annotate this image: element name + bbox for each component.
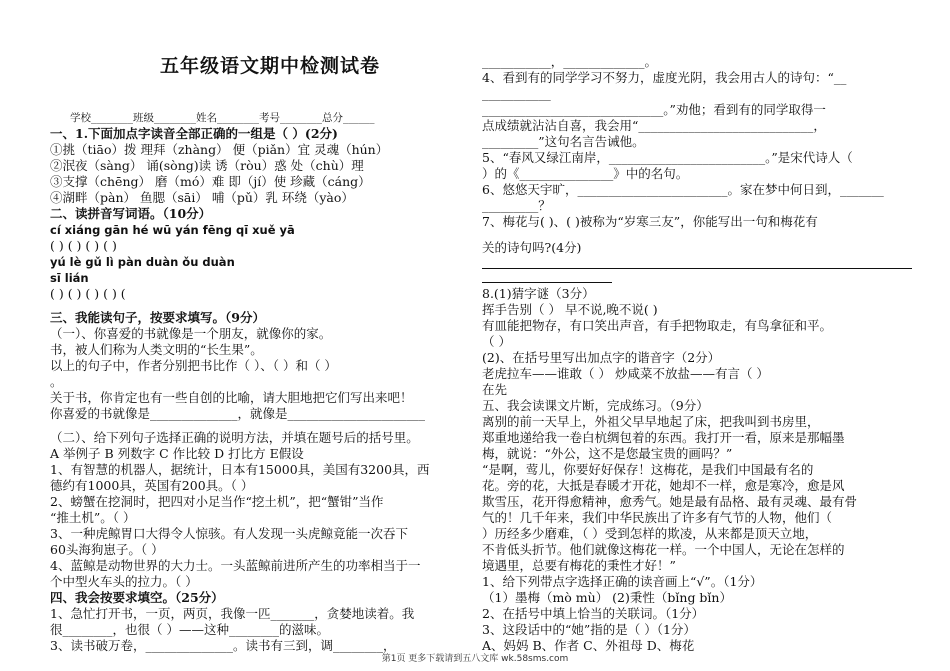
part-2-heading: （二）、给下列句子选择正确的说明方法，并填在题号后的括号里。 [50,430,419,445]
fill-q4-cont-2: 点成绩就沾沾自喜，我会用“____________________________， [482,118,826,133]
section-4-heading: 四、我会按要求填空。（25分） [50,590,224,605]
part-1-question-end: 。 [50,374,63,389]
answer-line-1 [482,268,912,269]
fill-q1-cont: 很________，也很（ ）——这种________的滋味。 [50,622,329,637]
passage-line-9: 不肯低头折节。他们就像这梅花一样。一个中国人，无论在怎样的 [482,542,845,557]
answer-brackets-row-1: ( ) ( ) ( ) ( ) [50,238,117,253]
fill-q4-cont: _____________________________。”劝他；看到有的同学取得一 [482,102,826,117]
method-q1: 1、有智慧的机器人，据统计，日本有15000具，美国有3200具，西 [50,462,430,477]
method-q3-cont: 60头海狗崽子。（ ） [50,542,164,557]
section-3-heading: 三、我能读句子，按要求填写。（9分） [50,310,265,325]
page-footer: 第1页 更多下载请到五八文库 wk.58sms.com [381,654,569,664]
fill-q5-cont: ）的《_______________》中的名句。 [482,166,689,181]
homophone-row: 老虎拉车——谁敢（ ） 炒咸菜不放盐——有言（ ） [482,366,769,381]
riddle-row-2-answer: （ ） [482,334,511,349]
section-5-heading: 五、我会读课文片断，完成练习。（9分） [482,398,709,413]
part-1-prompt: 关于书，你肯定也有一些自创的比喻，请大胆地把它们写出来吧！ [50,390,413,405]
method-q4-cont: 个中型火车头的拉力。（ ） [50,574,198,589]
method-q2-cont: “推土机”。（ ） [50,510,136,525]
answer-brackets-row-2: ( ) ( ) ( ) ( ) ( [50,286,126,301]
reading-q3: 3、这段话中的“她”指的是（ ）（1分） [482,622,696,637]
part-1-sentence: （一）、你喜爱的书就像是一个朋友，就像你的家。 [50,326,332,341]
q1-option-3: ③支撑（chēng） 磨（mó）难 即（jí）使 珍藏（cáng） [50,174,371,189]
pinyin-row-2: yú lè gǔ lì pàn duàn ǒu duàn [50,255,235,269]
reading-q3-options: A、妈妈 B、作者 C、外祖母 D、梅花 [482,638,695,653]
fill-q4-cont-3: _________”这句名言告诫他。 [482,134,645,149]
reading-q1: 1、给下列带点字选择正确的读音画上“√”。（1分） [482,574,763,589]
passage-line-4: “是啊，莺儿，你要好好保存！这梅花，是我们中国最有名的 [482,462,814,477]
reading-q2: 2、在括号中填上恰当的关联词。（1分） [482,606,705,621]
passage-line-6: 欺雪压，花开得愈精神，愈秀气。她是最有品格、最有灵魂、最有骨 [482,494,858,509]
fill-q3-cont: ___________，_____________。 [482,54,658,69]
homophone-heading: (2)、在括号里写出加点字的谐音字（2分） [482,350,721,365]
passage-line-2: 郑重地递给我一卷白杭绸包着的东西。我打开一看，原来是那幅墨 [482,430,845,445]
q1-option-4: ④湖畔（pàn） 鱼腮（sāi） 哺（pǔ）乳 环绕（yào） [50,190,354,205]
pinyin-row-2-wrap: sī lián [50,271,89,285]
fill-q4-line: ___________ [482,86,551,101]
section-1-heading: 一、1.下面加点字读音全部正确的一组是（ ）(2分) [50,126,338,141]
method-q4: 4、蓝鲸是动物世界的大力士。一头蓝鲸前进所产生的功率相当于一 [50,558,421,573]
pinyin-row-1: cí xiáng gān hé wū yán fēng qī xuě yā [50,223,295,237]
passage-line-5: 花。旁的花，大抵是春暖才开花，她却不一样，愈是寒冷，愈是风 [482,478,845,493]
q1-option-2: ②泯夜（sàng） 诵(sòng)读 诱（ròu）惑 处（chù）理 [50,158,364,173]
fill-q6-cont: _________？ [482,198,551,213]
riddle-heading: 8.(1)猜字谜（3分） [482,286,595,301]
fill-q5: 5、“春风又绿江南岸，_________________________。”是宋代诗人（ [482,150,853,165]
passage-line-8: ）历经多少磨难，（ ）受到怎样的欺凌，从来都是顶天立地， [482,526,818,541]
reading-q1-options: （1）墨梅（mò mù） (2)秉性（bǐng bǐn） [482,590,732,605]
answer-line-2 [482,282,612,283]
page-title: 五年级语文期中检测试卷 [160,55,381,77]
passage-line-10: 境遇里，总要有梅花的秉性才好！” [482,558,676,573]
method-q1-cont: 德约有1000具，英国有200具。（ ） [50,478,254,493]
fill-q6: 6、悠悠天宇旷，________________________。家在梦中何日到，_______ [482,182,884,197]
part-1-sentence-2: 书，被人们称为人类文明的“长生果”。 [50,342,263,357]
fill-q3: 3、读书破万卷，______________。读书有三到，调________， [50,638,396,653]
method-options: A 举例子 B 列数字 C 作比较 D 打比方 E假设 [50,446,304,461]
riddle-row-1: 挥手告别（ ） 早不说,晚不说( ) [482,302,658,317]
fill-q1: 1、急忙打开书，一页，两页，我像一匹_______，贪婪地读着。我 [50,606,415,621]
q1-option-1: ①挑（tiāo）拨 理拜（zhàng） 便（piǎn）宜 灵魂（hún） [50,142,389,157]
passage-line-3: 梅，就说：“外公，这不是您最宝贵的画吗？” [482,446,733,461]
fill-q7: 7、梅花与( )、( )被称为“岁寒三友”，你能写出一句和梅花有 [482,214,818,229]
part-1-question: 以上的句子中，作者分别把书比作（ ）、（ ）和（ ） [50,358,337,373]
method-q2: 2、螃蟹在挖洞时，把四对小足当作“挖土机”，把“蟹钳”当作 [50,494,384,509]
passage-line-7: 气的！几千年来，我们中华民族出了许多有气节的人物，他们（ [482,510,833,525]
fill-q7-cont: 关的诗句吗?(4分) [482,240,582,255]
student-info-line: 学校________班级________姓名________考号________总分______ [70,112,375,124]
part-1-fill-line: 你喜爱的书就像是______________，就像是______________________ [50,406,426,421]
passage-line-1: 离别的前一天早上，外祖父早早地起了床，把我叫到书房里， [482,414,820,429]
fill-q4: 4、看到有的同学学习不努力，虚度光阴，我会用古人的诗句：“__ [482,70,847,85]
riddle-row-2: 有皿能把物存，有口笑出声音，有手把物取走，有鸟拿征和平。 [482,318,833,333]
section-2-heading: 二、读拼音写词语。（10分） [50,206,212,221]
homophone-row-cont: 在先 [482,382,508,397]
method-q3: 3、一种虎鲸胃口大得令人惊骇。有人发现一头虎鲸竟能一次吞下 [50,526,408,541]
